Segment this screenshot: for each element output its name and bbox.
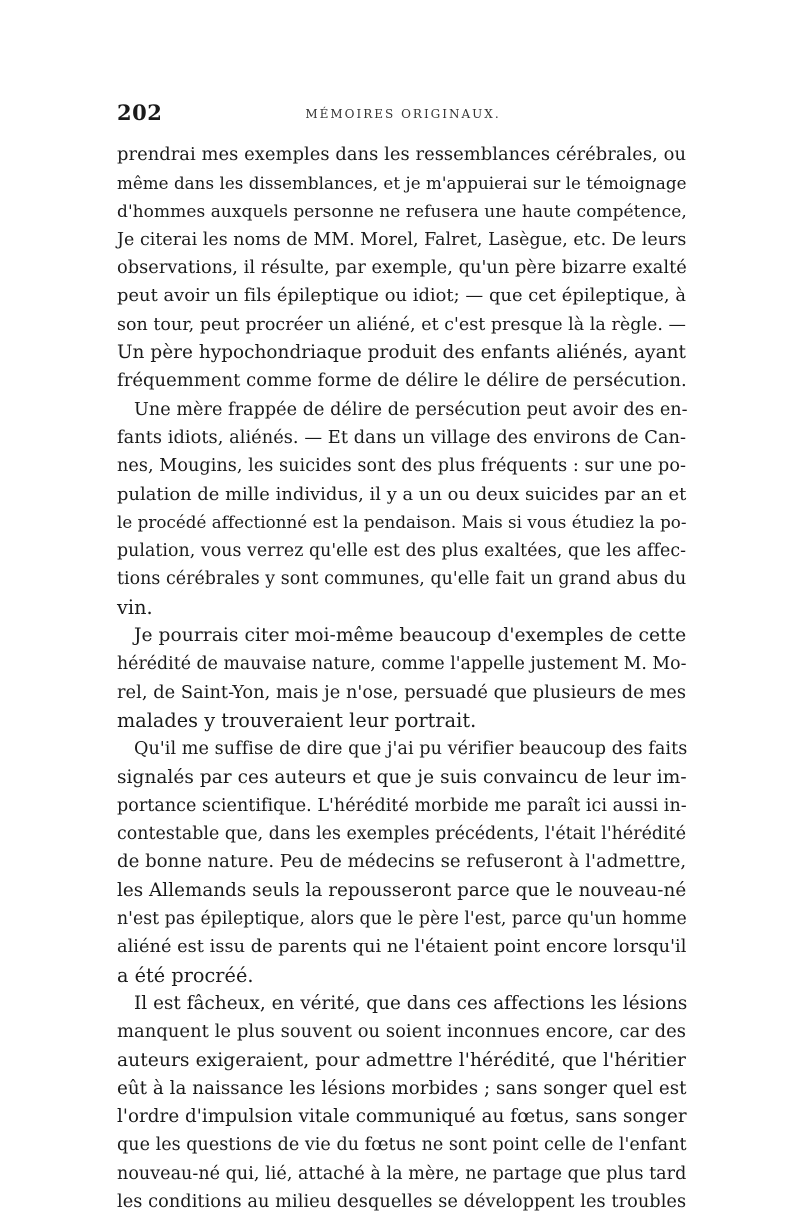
text-line: Je citerai les noms de MM. Morel, Falret, Lasègue, etc. De leurs [117,229,687,250]
text-line: d'hommes auxquels personne ne refusera une haute compétence, [117,201,687,222]
text-line: de bonne nature. Peu de médecins se refuseront à l'admettre, [117,851,687,873]
text-line: manquent le plus souvent ou soient inconnues encore, car des [117,1021,686,1043]
text-line: même dans les dissemblances, et je m'appuierai sur le témoignage [117,173,687,194]
text-line: auteurs exigeraient, pour admettre l'hérédité, que l'héritier [117,1049,686,1071]
text-line: fréquemment comme forme de délire le délire de persécution. [117,370,687,392]
text-line: pulation de mille individus, il y a un ou deux suicides par an et [117,483,687,505]
text-line: que les questions de vie du fœtus ne sont point celle de l'enfant [117,1135,687,1156]
running-title: MÉMOIRES ORIGINAUX. [305,107,501,121]
paragraph [117,396,686,622]
text-line: contestable que, dans les exemples précédents, l'était l'hérédité [117,824,687,845]
text-line: tions cérébrales y sont communes, qu'elle fait un grand abus du [117,569,687,590]
text-line: prendrai mes exemples dans les ressemblances cérébrales, ou [117,144,686,165]
text-line: malades y trouveraient leur portrait. [117,708,477,732]
text-line: Qu'il me suffise de dire que j'ai pu vérifier beaucoup des faits [134,739,688,760]
text-line: les conditions au milieu desquelles se développent les troubles [117,1191,687,1212]
text-line: l'ordre d'impulsion vitale communiqué au fœtus, sans songer [117,1106,687,1128]
text-line: aliéné est issu de parents qui ne l'étaient point encore lorsqu'il [117,937,687,958]
text-line: pulation, vous verrez qu'elle est des plus exaltées, que les affec- [117,541,687,562]
body-text [117,141,686,1216]
text-line: Un père hypochondriaque produit des enfants aliénés, ayant [117,342,686,364]
text-line: nes, Mougins, les suicides sont des plus fréquents : sur une po- [117,456,686,477]
text-line: les Allemands seuls la repousseront parce que le nouveau-né [117,879,687,901]
text-line: nouveau-né qui, lié, attaché à la mère, ne partage que plus tard [117,1163,687,1184]
page-number: 202 [117,100,163,125]
text-line: observations, il résulte, par exemple, qu'un père bizarre exalté [117,258,687,279]
text-line: peut avoir un fils épileptique ou idiot; — que cet épileptique, à [117,285,686,307]
text-line: n'est pas épileptique, alors que le père l'est, parce qu'un homme [117,909,687,930]
text-line: portance scientifique. L'hérédité morbide me paraît ici aussi in- [117,795,687,816]
text-line: a été procréé. [117,963,254,987]
text-line: hérédité de mauvaise nature, comme l'appelle justement M. Mo- [117,654,687,675]
text-line: Il est fâcheux, en vérité, que dans ces affections les lésions [134,992,688,1014]
paragraph [117,990,686,1216]
text-line: le procédé affectionné est la pendaison. Mais si vous étudiez la po- [117,512,687,532]
text-line: eût à la naissance les lésions morbides ; sans songer quel est [117,1077,687,1099]
paragraph [117,735,686,990]
running-head [117,98,689,132]
text-line: Une mère frappée de délire de persécution peut avoir des en- [134,399,688,420]
paragraph [117,622,686,735]
text-line: fants idiots, aliénés. — Et dans un village des environs de Can- [117,427,686,448]
paragraph [117,141,686,396]
text-line: rel, de Saint-Yon, mais je n'ose, persuadé que plusieurs de mes [117,682,686,703]
text-line: vin. [117,595,153,619]
text-line: son tour, peut procréer un aliéné, et c'est presque là la règle. — [117,314,686,335]
text-line: Je pourrais citer moi-même beaucoup d'exemples de cette [134,625,687,647]
text-line: signalés par ces auteurs et que je suis convaincu de leur im- [117,766,687,788]
